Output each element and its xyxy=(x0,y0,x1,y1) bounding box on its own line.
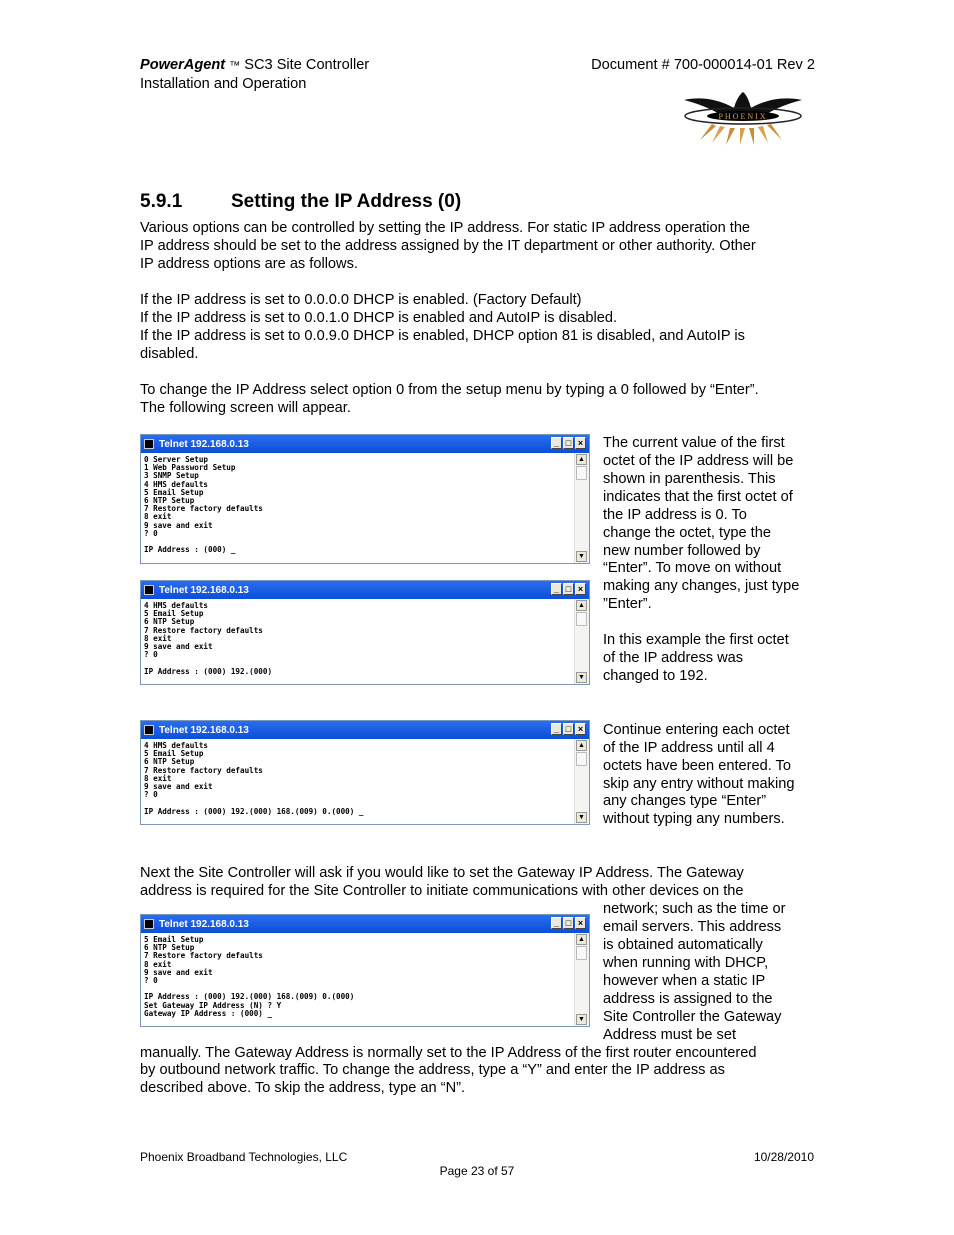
window-title: Telnet 192.168.0.13 xyxy=(159,584,249,596)
vertical-scrollbar[interactable] xyxy=(574,599,589,684)
text-line: of the IP address until all 4 xyxy=(603,740,775,756)
scroll-up-icon[interactable]: ▲ xyxy=(576,934,587,945)
document-subtitle: Installation and Operation xyxy=(140,76,307,92)
window-title: Telnet 192.168.0.13 xyxy=(159,438,249,450)
telnet-window xyxy=(140,580,590,685)
minimize-button[interactable]: _ xyxy=(551,583,562,595)
scroll-thumb[interactable] xyxy=(576,752,587,766)
text-line: The current value of the first xyxy=(603,435,785,451)
text-line: however when a static IP xyxy=(603,973,766,989)
scroll-down-icon[interactable]: ▼ xyxy=(576,551,587,562)
text-line: changed to 192. xyxy=(603,668,708,684)
minimize-button[interactable]: _ xyxy=(551,917,562,929)
document-number: Document # 700-000014-01 Rev 2 xyxy=(591,57,815,73)
text-line: manually. The Gateway Address is normally set to the IP Address of the first router encountered xyxy=(140,1045,757,1061)
window-title: Telnet 192.168.0.13 xyxy=(159,918,249,930)
close-button[interactable]: × xyxy=(575,437,586,449)
maximize-button[interactable]: □ xyxy=(563,583,574,595)
footer-page-number: Page 23 of 57 xyxy=(439,1164,515,1178)
text-line: new number followed by xyxy=(603,543,761,559)
scroll-thumb[interactable] xyxy=(576,612,587,626)
scroll-up-icon[interactable]: ▲ xyxy=(576,600,587,611)
scroll-down-icon[interactable]: ▼ xyxy=(576,672,587,683)
section-heading xyxy=(140,190,461,214)
text-line: Various options can be controlled by setting the IP address. For static IP address operation the xyxy=(140,220,751,236)
telnet-window xyxy=(140,720,590,825)
text-line: address is required for the Site Controller to initiate communications with other devices on the xyxy=(140,883,744,899)
document-header-left xyxy=(140,56,369,93)
text-line: The following screen will appear. xyxy=(140,400,351,416)
vertical-scrollbar[interactable] xyxy=(574,739,589,824)
text-line: octet of the IP address will be xyxy=(603,453,794,469)
window-titlebar xyxy=(141,581,589,599)
maximize-button[interactable]: □ xyxy=(563,437,574,449)
phoenix-logo xyxy=(682,90,804,145)
text-line: network; such as the time or xyxy=(603,901,786,917)
window-title: Telnet 192.168.0.13 xyxy=(159,724,249,736)
trademark: ™ xyxy=(229,60,241,72)
text-line: If the IP address is set to 0.0.0.0 DHCP is enabled. (Factory Default) xyxy=(140,292,582,308)
close-button[interactable]: × xyxy=(575,583,586,595)
text-line: change the octet, type the xyxy=(603,525,771,541)
scroll-thumb[interactable] xyxy=(576,946,587,960)
product-rest: SC3 Site Controller xyxy=(240,57,370,73)
text-line: Next the Site Controller will ask if you would like to set the Gateway IP Address. The Gateway xyxy=(140,865,744,881)
text-line: skip any entry without making xyxy=(603,776,795,792)
text-line: If the IP address is set to 0.0.1.0 DHCP is enabled and AutoIP is disabled. xyxy=(140,310,618,326)
terminal-output: 4 HMS defaults 5 Email Setup 6 NTP Setup 7 Restore factory defaults 8 exit 9 save and exit ? 0 IP Address : (000) 192.(000) xyxy=(144,601,273,676)
telnet-icon xyxy=(144,585,154,595)
close-button[interactable]: × xyxy=(575,723,586,735)
text-line: disabled. xyxy=(140,346,199,362)
text-line: described above. To skip the address, type an “N”. xyxy=(140,1080,466,1096)
scroll-up-icon[interactable]: ▲ xyxy=(576,740,587,751)
scroll-down-icon[interactable]: ▼ xyxy=(576,1014,587,1025)
text-line: IP address options are as follows. xyxy=(140,256,358,272)
scroll-thumb[interactable] xyxy=(576,466,587,480)
logo-rays xyxy=(700,124,782,145)
text-line: making any changes, just type xyxy=(603,578,800,594)
telnet-window xyxy=(140,914,590,1027)
text-line: indicates that the first octet of xyxy=(603,489,793,505)
close-button[interactable]: × xyxy=(575,917,586,929)
text-line: when running with DHCP, xyxy=(603,955,769,971)
text-line: Continue entering each octet xyxy=(603,722,790,738)
product-title xyxy=(140,56,369,75)
scroll-up-icon[interactable]: ▲ xyxy=(576,454,587,465)
text-line: the IP address is 0. To xyxy=(603,507,747,523)
text-line: any changes type “Enter” xyxy=(603,793,767,809)
text-line: address is assigned to the xyxy=(603,991,773,1007)
footer-company: Phoenix Broadband Technologies, LLC xyxy=(140,1150,348,1164)
section-title: Setting the IP Address (0) xyxy=(231,191,462,212)
vertical-scrollbar[interactable] xyxy=(574,933,589,1026)
terminal-output: 4 HMS defaults 5 Email Setup 6 NTP Setup 7 Restore factory defaults 8 exit 9 save and exit ? 0 IP Address : (000) 192.(000) 168.(009) 0.(000) _ xyxy=(144,741,364,816)
text-line: IP address should be set to the address assigned by the IT department or other authority. Other xyxy=(140,238,756,254)
terminal-output: 5 Email Setup 6 NTP Setup 7 Restore factory defaults 8 exit 9 save and exit ? 0 IP Address : (000) 192.(000) 168.(009) 0.(000) Set Gateway IP Address (N) ? Y Gateway IP Address : (000) _ xyxy=(144,935,355,1018)
product-name: PowerAgent xyxy=(140,57,226,73)
telnet-icon xyxy=(144,439,154,449)
window-titlebar xyxy=(141,721,589,739)
text-line: shown in parenthesis. This xyxy=(603,471,776,487)
text-line: of the IP address was xyxy=(603,650,744,666)
text-line: ”Enter”. xyxy=(603,596,652,612)
text-line: To change the IP Address select option 0 from the setup menu by typing a 0 followed by “Enter”. xyxy=(140,382,759,398)
telnet-window xyxy=(140,434,590,564)
window-titlebar xyxy=(141,915,589,933)
telnet-icon xyxy=(144,919,154,929)
minimize-button[interactable]: _ xyxy=(551,723,562,735)
text-line: email servers. This address xyxy=(603,919,782,935)
text-line: Address must be set xyxy=(603,1027,737,1043)
text-line: If the IP address is set to 0.0.9.0 DHCP is enabled, DHCP option 81 is disabled, and AutoIP is xyxy=(140,328,745,344)
terminal-output: 0 Server Setup 1 Web Password Setup 3 SNMP Setup 4 HMS defaults 5 Email Setup 6 NTP Setup 7 Restore factory defaults 8 exit 9 save and exit ? 0 IP Address : (000) _ xyxy=(144,455,263,555)
scroll-down-icon[interactable]: ▼ xyxy=(576,812,587,823)
text-line: without typing any numbers. xyxy=(603,811,785,827)
footer-date: 10/28/2010 xyxy=(753,1150,814,1164)
vertical-scrollbar[interactable] xyxy=(574,453,589,563)
text-line: is obtained automatically xyxy=(603,937,763,953)
window-titlebar xyxy=(141,435,589,453)
maximize-button[interactable]: □ xyxy=(563,723,574,735)
text-line: by outbound network traffic. To change the address, type a “Y” and enter the IP address as xyxy=(140,1062,725,1078)
text-line: In this example the first octet xyxy=(603,632,789,648)
maximize-button[interactable]: □ xyxy=(563,917,574,929)
text-line: Site Controller the Gateway xyxy=(603,1009,782,1025)
text-line: “Enter”. To move on without xyxy=(603,560,782,576)
section-number: 5.9.1 xyxy=(140,191,183,212)
minimize-button[interactable]: _ xyxy=(551,437,562,449)
telnet-icon xyxy=(144,725,154,735)
text-line: octets have been entered. To xyxy=(603,758,791,774)
logo-text: PHOENIX xyxy=(718,112,768,121)
